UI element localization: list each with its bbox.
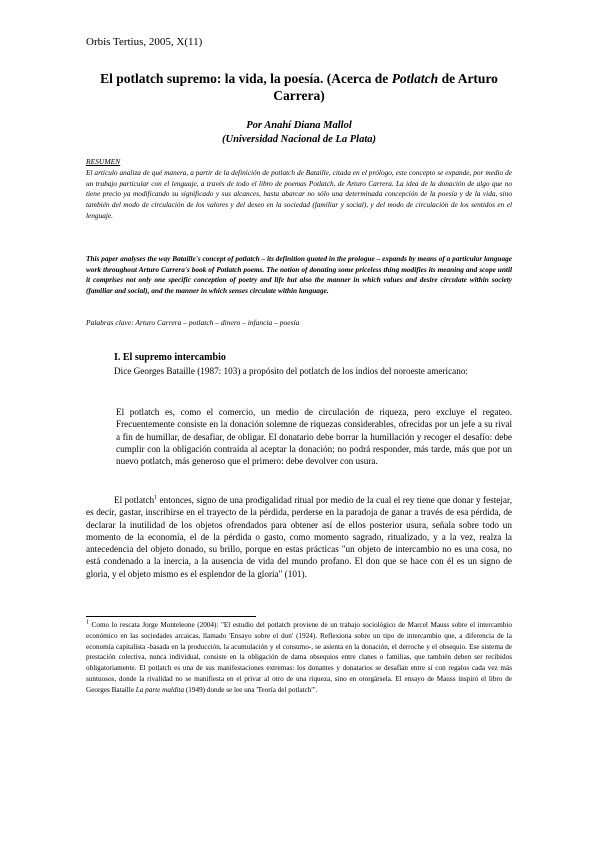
author-name: Por Anahí Diana Mallol bbox=[246, 120, 352, 131]
body-paragraph bbox=[86, 494, 512, 580]
abstract-heading: RESUMEN bbox=[86, 157, 121, 166]
footnote-divider bbox=[86, 616, 256, 617]
title-part-2: de Arturo Carrera) bbox=[273, 71, 498, 103]
body-start: El potlatch bbox=[114, 495, 155, 505]
keywords: Palabras clave: Arturo Carrera – potlatch – dinero – infancia – poesía bbox=[86, 318, 300, 327]
body-rest: entonces, signo de una prodigalidad ritual por medio de la cual el rey tiene que donar y festejar, es decir, gastar, inscribirse en el trayecto de la pérdida, perderse en la paradoja de ganar a través de esa pérdida, de declarar la inutilidad de los objetos ofrendados para obtener así de ellos posterior usura, señala sobre todo un momento de la economía, el de la pérdida o gasto, como momento sagrado, ritualizado, y a la vez, realza la antecedencia del objeto donado, su brillo, porque en estas prácticas "un objeto de intercambio no es una cosa, no está condenado a la inercia, a la ausencia de vida del mundo profano. El don que se hace con él es un signo de gloria, y el objeto mismo es el esplendor de la gloria" (101). bbox=[86, 495, 512, 579]
title-part-1: El potlatch supremo: la vida, la poesía. (Acerca de bbox=[100, 71, 392, 86]
footnote-number: 1 bbox=[86, 619, 89, 626]
intro-paragraph: Dice Georges Bataille (1987: 103) a propósito del potlatch de los indios del noroeste americano: bbox=[114, 366, 468, 376]
author-affiliation: (Universidad Nacional de La Plata) bbox=[222, 134, 376, 145]
title-italic: Potlatch bbox=[391, 71, 439, 86]
footnote-text-b: (1949) donde se lee una 'Teoría del potlatch'". bbox=[184, 685, 318, 694]
footnote-italic: La parte maldita bbox=[135, 685, 185, 694]
author-block bbox=[86, 119, 512, 147]
section-heading: I. El supremo intercambio bbox=[114, 352, 226, 363]
block-quote: El potlatch es, como el comercio, un medio de circulación de riqueza, pero excluye el regateo. Frecuentemente consiste en la donación solemne de riquezas considerables, ofrecidas por un jefe a su rival a fin de humillar, de desafiar, de obligar. El donatario debe borrar la humillación y recoger el desafío: debe cumplir con la obligación contraída al aceptar la donación; no podrá responder, más tarde, más que por un nuevo potlatch, más generoso que el primero: debe devolver con usura. bbox=[116, 407, 512, 467]
abstract-english: This paper analyses the way Bataille's concept of potlatch – its definition quoted in the prologue – expands by means of a particular language work throughout Arturo Carrera's book of Potlatch poems. The notion of donating some priceless thing modifies its meaning and scope until it comprises not only one specific conception of poetry and life but also the manner in which values and desire circulate within society (familiar and social), and the manner in which senses circulate within language. bbox=[86, 254, 512, 296]
abstract-spanish: El artículo analiza de qué manera, a partir de la definición de potlatch de Bataille, citada en el prólogo, este concepto se expande, por medio de un trabajo particular con el lenguaje, a través de todo el libro de poemas Potlatch, de Arturo Carrera. La idea de la donación de algo que no tiene precio ya modificando su significado y sus alcances, hasta abarcar no sólo una determinada concepción de la poesía y de la vida, sino también del modo de circulación de los valores y del deseo en la sociedad (familiar y social), y del modo de circulación de los sentidos en el lenguaje. bbox=[86, 168, 512, 220]
footnote-text-a: Como lo rescata Jorge Monteleone (2004): "El estudio del potlatch proviene de un trabajo sociológico de Marcel Mauss sobre el intercambio económico en las sociedades arcaicas, llamado 'Ensayo sobre el don' (1924). Reflexiona sobre un tipo de intercambio que, a diferencia de la economía capitalista -basada en la producción, la acumulación y el consumo-, se asienta en la donación, el derroche y el obsequio. Ese sistema de prestación colectiva, nunca individual, consiste en la obligación de dama obsequios entre clanes o familias, que también deben ser recibidos obligatoriamente. El potlatch es una de sus manifestaciones extremas: los donantes y donatarios se desafían entre sí con regalos cada vez más suntuosos, donde la rivalidad no se manifiesta en el privar al otro de una riqueza, sino en otorgársela. El ensayo de Mauss inspiró el libro de Georges Bataille bbox=[86, 621, 512, 694]
footnote bbox=[86, 620, 512, 696]
footnote-reference[interactable]: 1 bbox=[154, 494, 158, 501]
article-title bbox=[80, 70, 518, 104]
journal-header: Orbis Tertius, 2005, X(11) bbox=[86, 36, 203, 48]
